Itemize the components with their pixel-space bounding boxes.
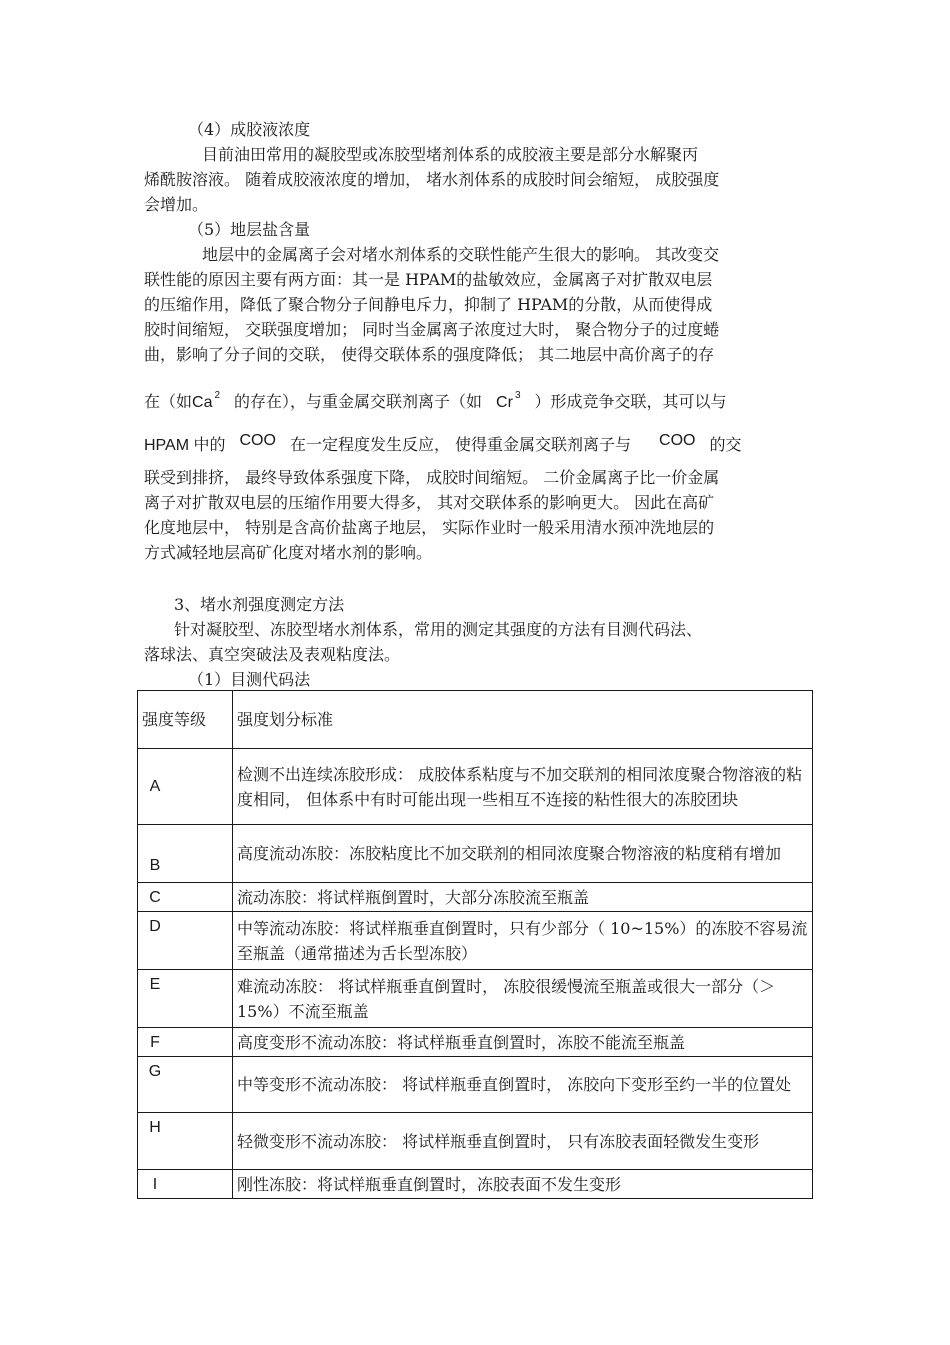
section-5-line-10: 化度地层中， 特别是含高价盐离子地层， 实际作业时一般采用清水预冲洗地层的 [144, 518, 715, 537]
section-3-line-1: 针对凝胶型、冻胶型堵水剂体系，常用的测定其强度的方法有目测代码法、 [174, 620, 703, 639]
section-4-line-3: 会增加。 [144, 195, 209, 214]
grade-cell: I [138, 1170, 233, 1199]
section-3-heading: 3、堵水剂强度测定方法 [174, 595, 345, 614]
table-row [138, 1113, 813, 1170]
criteria-cell: 刚性冻胶：将试样瓶垂直倒置时，冻胶表面不发生变形 [233, 1170, 813, 1199]
ca-ion-charge: 2 [214, 390, 221, 401]
grade-cell: F [138, 1028, 233, 1057]
coo-line-post: 的交 [709, 435, 742, 454]
section-5-continued [144, 465, 809, 565]
criteria-cell: 检测不出连续冻胶形成： 成胶体系粘度与不加交联剂的相同浓度聚合物溶液的粘度相同， 但体系中有时可能出现一些相互不连接的粘性很大的冻胶团块 [233, 749, 813, 825]
section-5-ion-line-coo [144, 432, 809, 457]
coo-line-mid: 在一定程度发生反应， 使得重金属交联剂离子与 [289, 435, 632, 454]
table-row [138, 1170, 813, 1199]
section-3 [144, 592, 809, 692]
criteria-cell: 中等变形不流动冻胶： 将试样瓶垂直倒置时， 冻胶向下变形至约一半的位置处 [233, 1057, 813, 1113]
table-row [138, 970, 813, 1028]
cr-ion: Cr [496, 394, 513, 411]
ca-line-post: ）形成竞争交联，其可以与 [534, 392, 727, 411]
strength-grade-table [137, 690, 813, 1199]
section-5-line-9: 离子对扩散双电层的压缩作用要大得多， 其对交联体系的影响更大。 因此在高矿 [144, 493, 715, 512]
grade-cell: B [138, 825, 233, 883]
header-criteria: 强度划分标准 [233, 691, 813, 749]
ca-line-pre: 在（如 [144, 392, 193, 411]
section-5-heading: （5）地层盐含量 [188, 220, 311, 239]
criteria-cell: 中等流动冻胶：将试样瓶垂直倒置时，只有少部分（ 10~15%）的冻胶不容易流至瓶盖（通常描述为舌长型冻胶） [233, 912, 813, 970]
section-3-line-2: 落球法、真空突破法及表观粘度法。 [144, 645, 401, 664]
section-4 [144, 117, 809, 217]
criteria-cell: 流动冻胶：将试样瓶倒置时，大部分冻胶流至瓶盖 [233, 883, 813, 912]
table-row [138, 883, 813, 912]
section-5 [144, 217, 809, 367]
table-row [138, 912, 813, 970]
table-row [138, 749, 813, 825]
ca-line-mid: 的存在），与重金属交联剂离子（如 [234, 392, 483, 411]
grade-cell: E [138, 970, 233, 1028]
section-5-line-11: 方式减轻地层高矿化度对堵水剂的影响。 [144, 543, 433, 562]
section-4-heading: （4）成胶液浓度 [188, 120, 311, 139]
criteria-cell: 高度流动冻胶：冻胶粘度比不加交联剂的相同浓度聚合物溶液的粘度稍有增加 [233, 825, 813, 883]
section-5-line-5: 曲，影响了分子间的交联， 使得交联体系的强度降低； 其二地层中高价离子的存 [144, 345, 715, 364]
section-4-line-2: 烯酰胺溶液。 随着成胶液浓度的增加， 堵水剂体系的成胶时间会缩短， 成胶强度 [144, 170, 720, 189]
section-5-ion-line-ca [144, 383, 809, 411]
section-5-line-1: 地层中的金属离子会对堵水剂体系的交联性能产生很大的影响。 其改变交 [202, 245, 720, 264]
grade-cell: G [138, 1057, 233, 1113]
grade-cell: D [138, 912, 233, 970]
criteria-cell: 高度变形不流动冻胶：将试样瓶垂直倒置时，冻胶不能流至瓶盖 [233, 1028, 813, 1057]
section-5-line-3: 的压缩作用，降低了聚合物分子间静电斥力，抑制了 HPAM的分散，从而使得成 [144, 295, 713, 314]
table-row [138, 825, 813, 883]
section-5-line-2: 联性能的原因主要有两方面：其一是 HPAM的盐敏效应，金属离子对扩散双电层 [144, 270, 713, 289]
section-4-line-1: 目前油田常用的凝胶型或冻胶型堵剂体系的成胶液主要是部分水解聚丙 [202, 145, 699, 164]
ca-ion: Ca [192, 394, 213, 411]
grade-cell: C [138, 883, 233, 912]
cr-ion-charge: 3 [514, 390, 521, 401]
coo-ion-2: COO [659, 432, 696, 449]
criteria-cell: 轻微变形不流动冻胶： 将试样瓶垂直倒置时， 只有冻胶表面轻微发生变形 [233, 1113, 813, 1170]
coo-line-pre: HPAM 中的 [144, 437, 226, 454]
grade-cell: A [138, 749, 233, 825]
criteria-cell: 难流动冻胶： 将试样瓶垂直倒置时， 冻胶很缓慢流至瓶盖或很大一部分（＞15%）不流至瓶盖 [233, 970, 813, 1028]
section-5-line-4: 胶时间缩短， 交联强度增加； 同时当金属离子浓度过大时， 聚合物分子的过度蜷 [144, 320, 720, 339]
table-row [138, 1057, 813, 1113]
section-5-line-8: 联受到排挤， 最终导致体系强度下降， 成胶时间缩短。 二价金属离子比一价金属 [144, 468, 720, 487]
header-grade: 强度等级 [138, 691, 233, 749]
coo-ion-1: COO [239, 432, 276, 449]
table-header-row [138, 691, 813, 749]
table-row [138, 1028, 813, 1057]
grade-cell: H [138, 1113, 233, 1170]
section-3-subheading: （1）目测代码法 [188, 670, 311, 689]
